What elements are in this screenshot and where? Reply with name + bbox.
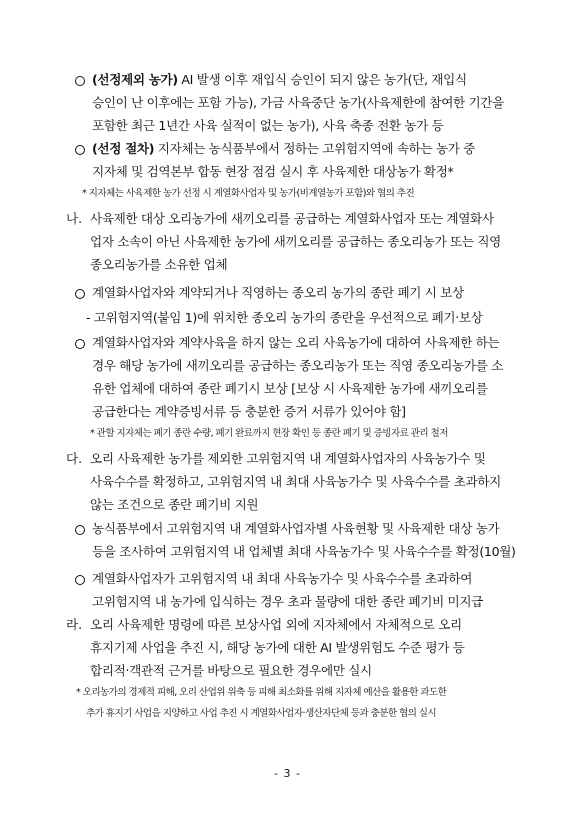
da-line-3: 않는 조건으로 종란 폐기비 지원	[90, 497, 259, 512]
bullet-circle	[75, 145, 85, 155]
na-item-2-line-3: 유한 업체에 대하여 종란 폐기시 보상 [보상 시 사육제한 농가에 새끼오리를	[92, 381, 488, 396]
na-line-3: 종오리농가를 소유한 업체	[90, 257, 228, 272]
da-item-1-line-1: 농식품부에서 고위험지역 내 계열화사업자별 사육현황 및 사육제한 대상 농가	[92, 521, 500, 536]
da-item-1-line-2: 등을 조사하여 고위험지역 내 업체별 최대 사육농가수 및 사육수수를 확정(10월)	[92, 544, 516, 559]
section-marker-ra: 라.	[66, 617, 83, 632]
procedure-note: * 지자체는 사육제한 농가 선정 시 계열화사업자 및 농가(비계열농가 포함)와 협의 추진	[82, 188, 415, 199]
procedure-line-2: 지자체 및 검역본부 합동 현장 점검 실시 후 사육제한 대상농가 확정*	[92, 164, 454, 179]
ra-line-3: 합리적‧객관적 근거를 바탕으로 필요한 경우에만 실시	[90, 663, 372, 678]
ra-note-line-2: 추가 휴지기 사업을 지양하고 사업 추진 시 계열화사업자‧생산자단체 등과 충분한 협의 실시	[86, 708, 437, 719]
da-line-2: 사육수수를 확정하고, 고위험지역 내 최대 사육농가수 및 사육수수를 초과하지	[90, 474, 501, 489]
da-item-2-line-1: 계열화사업자가 고위험지역 내 최대 사육농가수 및 사육수수를 초과하여	[92, 571, 473, 586]
da-item-2-line-2: 고위험지역 내 농가에 입식하는 경우 초과 물량에 대한 종란 폐기비 미지급	[92, 594, 483, 609]
na-sub-item-1: - 고위험지역(붙임 1)에 위치한 종오리 농가의 종란을 우선적으로 폐기‧보상	[86, 310, 483, 325]
na-item-2-line-4: 공급한다는 계약증빙서류 등 충분한 증거 서류가 있어야 함]	[92, 404, 406, 419]
ra-line-1: 오리 사육제한 명령에 따른 보상사업 외에 지자체에서 자체적으로 오리	[90, 617, 462, 632]
na-line-1: 사육제한 대상 오리농가에 새끼오리를 공급하는 계열화사업자 또는 계열화사	[90, 211, 494, 226]
exclusion-line-3: 포함한 최근 1년간 사육 실적이 없는 농가), 사육 축종 전환 농가 등	[92, 118, 444, 133]
na-item-2-line-1: 계열화사업자와 계약사육을 하지 않는 오리 사육농가에 대하여 사육제한 하는	[92, 335, 500, 350]
da-line-1: 오리 사육제한 농가를 제외한 고위험지역 내 계열화사업자의 사육농가수 및	[90, 451, 486, 466]
section-marker-na: 나.	[66, 211, 83, 226]
na-item-1: 계열화사업자와 계약되거나 직영하는 종오리 농가의 종란 폐기 시 보상	[92, 285, 464, 300]
exclusion-heading: (선정제외 농가)	[92, 72, 178, 87]
na-note: * 관할 지자체는 폐기 종란 수량, 폐기 완료까지 현장 확인 등 종란 폐기 및 증빙자료 관리 철저	[90, 428, 448, 439]
exclusion-line-1: (선정제외 농가) AI 발생 이후 재입식 승인이 되지 않은 농가(단, 재입식	[92, 72, 467, 87]
procedure-heading: (선정 절차)	[92, 141, 155, 156]
na-line-2: 업자 소속이 아닌 사육제한 농가에 새끼오리를 공급하는 종오리농가 또는 직영	[90, 234, 501, 249]
exclusion-line-2: 승인이 난 이후에는 포함 가능), 가금 사육중단 농가(사육제한에 참여한 기간을	[92, 95, 504, 110]
ra-line-2: 휴지기제 사업을 추진 시, 해당 농가에 대한 AI 발생위험도 수준 평가 등	[90, 640, 465, 655]
bullet-circle	[75, 289, 85, 299]
bullet-circle	[75, 76, 85, 86]
section-marker-da: 다.	[66, 451, 83, 466]
page-number: - 3 -	[274, 767, 301, 780]
bullet-circle	[75, 575, 85, 585]
bullet-circle	[75, 339, 85, 349]
bullet-circle	[75, 525, 85, 535]
procedure-line-1: (선정 절차) 지자체는 농식품부에서 정하는 고위험지역에 속하는 농가 중	[92, 141, 476, 156]
na-item-2-line-2: 경우 해당 농가에 새끼오리를 공급하는 종오리농가 또는 직영 종오리농가를 소	[92, 358, 503, 373]
ra-note-line-1: * 오리농가의 경제적 피해, 오리 산업위 위축 등 피해 최소화를 위해 지자체 예산을 활용한 과도한	[76, 687, 447, 698]
